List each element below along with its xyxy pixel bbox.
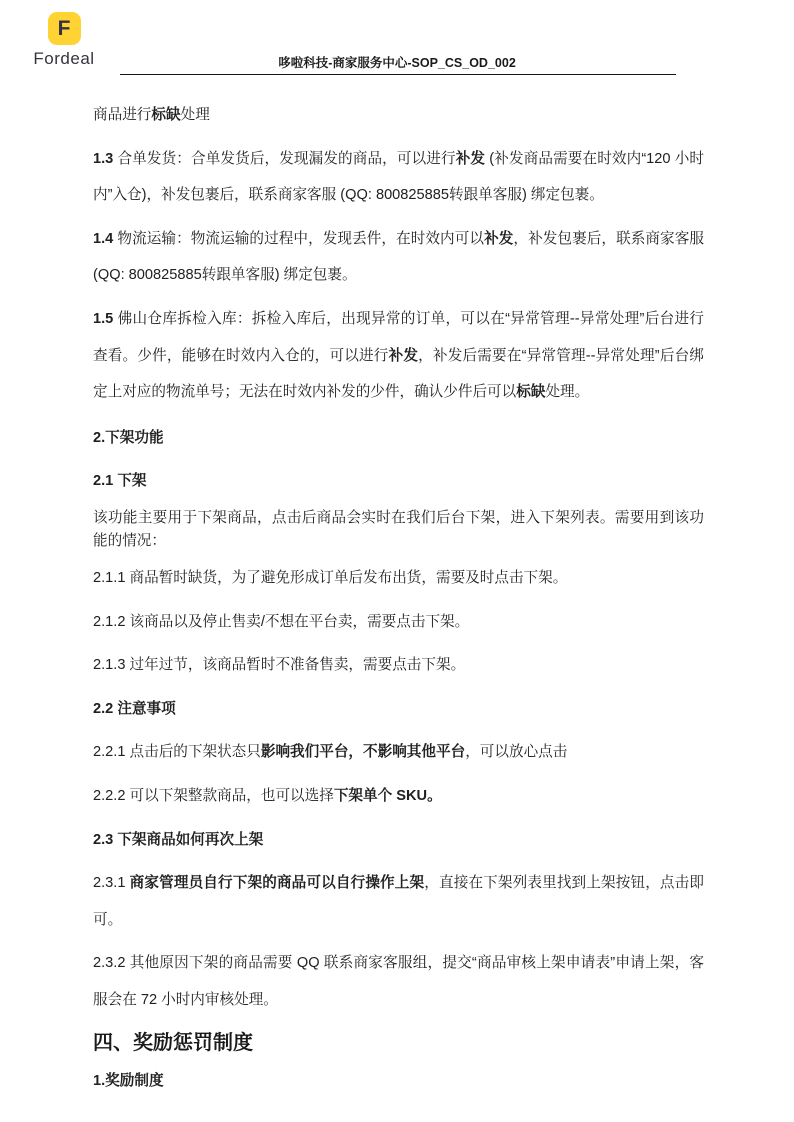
text-run: 佛山仓库拆检入库：拆检入库后，出现异常的订单，可以在“异常管理--异常处理”后台进行查看。少件，能够在时效内入仓的，可以进行: [93, 310, 704, 364]
text-run-bold: 1.4: [93, 230, 114, 247]
text-run-bold: 标缺: [516, 384, 546, 401]
paragraph-2-2-2: [93, 778, 704, 815]
text-run: 处理。: [545, 384, 590, 401]
text-run-bold: 标缺: [151, 107, 181, 123]
text-run: ，可以放心点击: [465, 744, 568, 761]
text-run: 处理: [180, 107, 210, 123]
text-run: 2.2.2 可以下架整款商品，也可以选择: [93, 787, 334, 804]
text-run-bold: 1.3: [93, 150, 114, 167]
heading-2-2: 2.2 注意事项: [93, 700, 176, 717]
text-run-bold: 影响我们平台，不影响其他平台: [260, 744, 466, 761]
paragraph-intro: [93, 97, 704, 134]
heading-4-1: 1.奖励制度: [93, 1073, 164, 1090]
logo-brand-text: Fordeal: [33, 49, 95, 68]
text-run: ，直接在下架列表里找到上架按钮，点击即可。: [93, 875, 704, 928]
header-divider: [120, 74, 676, 75]
paragraph-2-3-2: 2.3.2 其他原因下架的商品需要 QQ 联系商家客服组，提交“商品审核上架申请表”申请上架，客服会在 72 小时内审核处理。: [93, 955, 704, 1008]
text-run: 合单发货：合单发货后，发现漏发的商品，可以进行: [113, 150, 456, 167]
paragraph-2-1-2: 2.1.2 该商品以及停止售卖/不想在平台卖，需要点击下架。: [93, 613, 470, 630]
paragraph-2-1-1: 2.1.1 商品暂时缺货，为了避免形成订单后发布出货，需要及时点击下架。: [93, 569, 568, 586]
paragraph-1-5: [93, 301, 704, 411]
heading-section-4: 四、奖励惩罚制度: [93, 1032, 253, 1055]
document-body: [93, 97, 704, 1107]
paragraph-2-3-1: [93, 865, 704, 938]
fordeal-logo-icon: [48, 12, 81, 45]
paragraph-2-1-intro: 该功能主要用于下架商品，点击后商品会实时在我们后台下架，进入下架列表。需要用到该功能的情况：: [93, 509, 704, 549]
text-run-bold: 商家管理员自行下架的商品可以自行操作上架: [129, 875, 425, 892]
text-run-bold: 补发: [388, 347, 419, 364]
text-run: (补发商品需要在时效内“120 小时内”入仓)，补发包裹后，联系商家客服 (QQ: 800825885转跟单客服) 绑定包裹。: [93, 150, 704, 204]
logo-letter: F: [57, 17, 71, 40]
text-run: ，补发包裹后，联系商家客服 (QQ: 800825885转跟单客服) 绑定包裹。: [93, 230, 704, 284]
text-run-bold: 1.5: [93, 310, 114, 327]
text-run: 2.2.1 点击后的下架状态只: [93, 744, 261, 761]
heading-2-3: 2.3 下架商品如何再次上架: [93, 831, 264, 848]
paragraph-2-1-3: 2.1.3 过年过节，该商品暂时不准备售卖，需要点击下架。: [93, 657, 466, 674]
heading-section-2: 2.下架功能: [93, 429, 164, 446]
text-run-bold: 补发: [455, 150, 486, 167]
text-run: 商品进行: [93, 107, 152, 123]
text-run-bold: 下架单个 SKU。: [333, 787, 442, 804]
paragraph-2-2-1: [93, 734, 704, 771]
paragraph-1-4: [93, 221, 704, 294]
text-run: 物流运输：物流运输的过程中，发现丢件，在时效内可以: [113, 230, 485, 247]
text-run: ，补发后需要在“异常管理--异常处理”后台绑定上对应的物流单号；无法在时效内补发的少件，确认少件后可以: [93, 347, 704, 401]
text-run: 2.3.1: [93, 875, 130, 892]
heading-2-1: 2.1 下架: [93, 473, 147, 490]
text-run-bold: 补发: [484, 230, 514, 247]
document-header-title: 哆啦科技-商家服务中心-SOP_CS_OD_002: [278, 56, 516, 70]
paragraph-1-3: [93, 141, 704, 214]
